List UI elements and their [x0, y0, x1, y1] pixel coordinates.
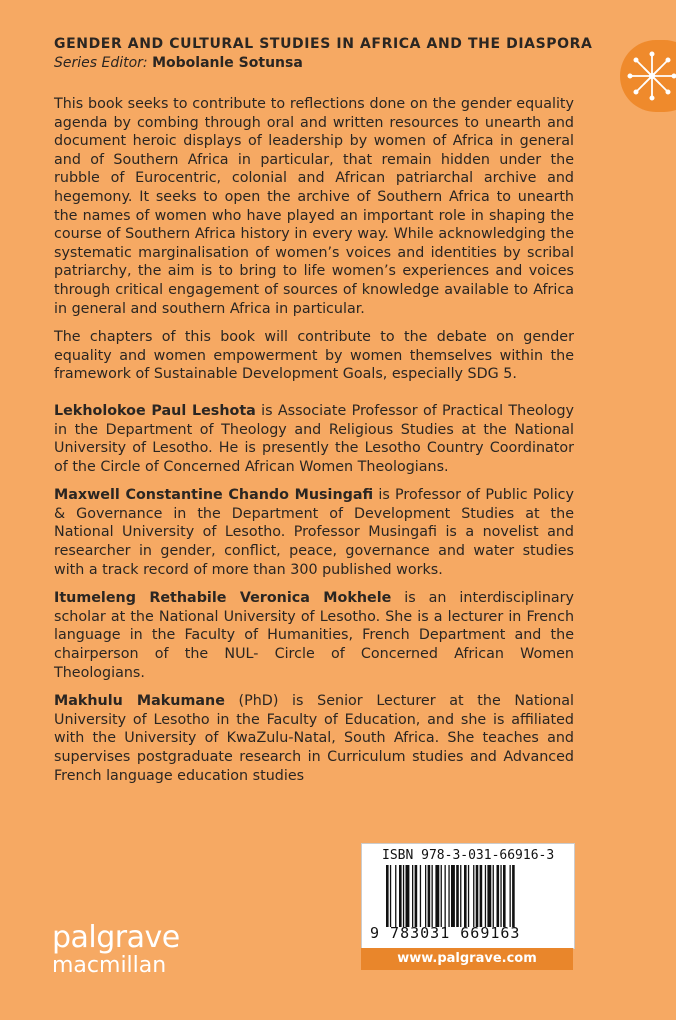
palgrave-star-emblem-icon — [620, 40, 676, 112]
publisher-logo-line2: macmillan — [52, 953, 167, 978]
bio-3 — [54, 589, 574, 682]
bio-1 — [54, 402, 574, 476]
barcode-box — [361, 843, 575, 949]
series-editor-name: Mobolanle Sotunsa — [152, 55, 303, 71]
publisher-logo-line1: palgrave — [52, 920, 180, 955]
barcode-digits: 9 783031 669163 — [370, 924, 521, 942]
bio-text: is Associate Professor of Practical Theology in the Department of Theology and Religious Studies at the National University of Lesotho. He is presently the Lesotho Country Coordinator of the Circle of Concerned African Women Theologians. — [54, 402, 574, 475]
description-paragraph-2: The chapters of this book will contribute to the debate on gender equality and women empowerment by women themselves within the framework of Sustainable Development Goals, especially SDG 5. — [54, 329, 574, 383]
bio-name: Makhulu Makumane — [54, 693, 225, 710]
bio-4 — [54, 692, 574, 785]
description-paragraph-1: This book seeks to contribute to reflections done on the gender equality agenda by combing through oral and written resources to unearth and document heroic displays of leadership by women of Africa in general and of Southern Africa in particular, that remain hidden under the rubble of Eurocentric, colonial and African patriarchal archive and hegemony. It seeks to open the archive of Southern Africa to unearth the names of women who have played an important role in shaping the course of Southern Africa history in every way. While acknowledging the systematic marginalisation of women’s voices and identities by scribal patriarchy, the aim is to bring to life women’s experiences and voices through critical engagement of sources of knowledge available to Africa in general and southern Africa in particular. — [54, 96, 574, 317]
bio-2 — [54, 486, 574, 579]
bio-name: Maxwell Constantine Chando Musingafi — [54, 487, 374, 504]
bio-text: is an interdisciplinary scholar at the National University of Lesotho. She is a lecturer in French language in the Faculty of Humanities, French Department and the chairperson of the NUL- Circle of Concerned African Women Theologians. — [54, 590, 574, 681]
series-title: GENDER AND CULTURAL STUDIES IN AFRICA AND THE DIASPORA — [54, 36, 593, 52]
isbn-label: ISBN 978-3-031-66916-3 — [382, 848, 555, 863]
website-label: www.palgrave.com — [361, 948, 573, 970]
bio-text: is Professor of Public Policy & Governance in the Department of Development Studies at the National University of Lesotho. Professor Musingafi is a novelist and researcher in gender, conflict, peace, governance and water studies with a track record of more than 300 published works. — [54, 487, 574, 578]
bio-name: Lekholokoe Paul Leshota — [54, 402, 256, 419]
back-cover-text — [54, 95, 574, 795]
series-editor-label: Series Editor: — [54, 55, 148, 71]
bio-name: Itumeleng Rethabile Veronica Mokhele — [54, 590, 392, 607]
bio-text: (PhD) is Senior Lecturer at the National University of Lesotho in the Faculty of Education, and she is affiliated with the University of KwaZulu-Natal, South Africa. She teaches and supervises postgraduate research in Curriculum studies and Advanced French language education studies — [54, 693, 574, 784]
series-editor — [54, 55, 303, 71]
barcode-icon — [386, 865, 552, 927]
